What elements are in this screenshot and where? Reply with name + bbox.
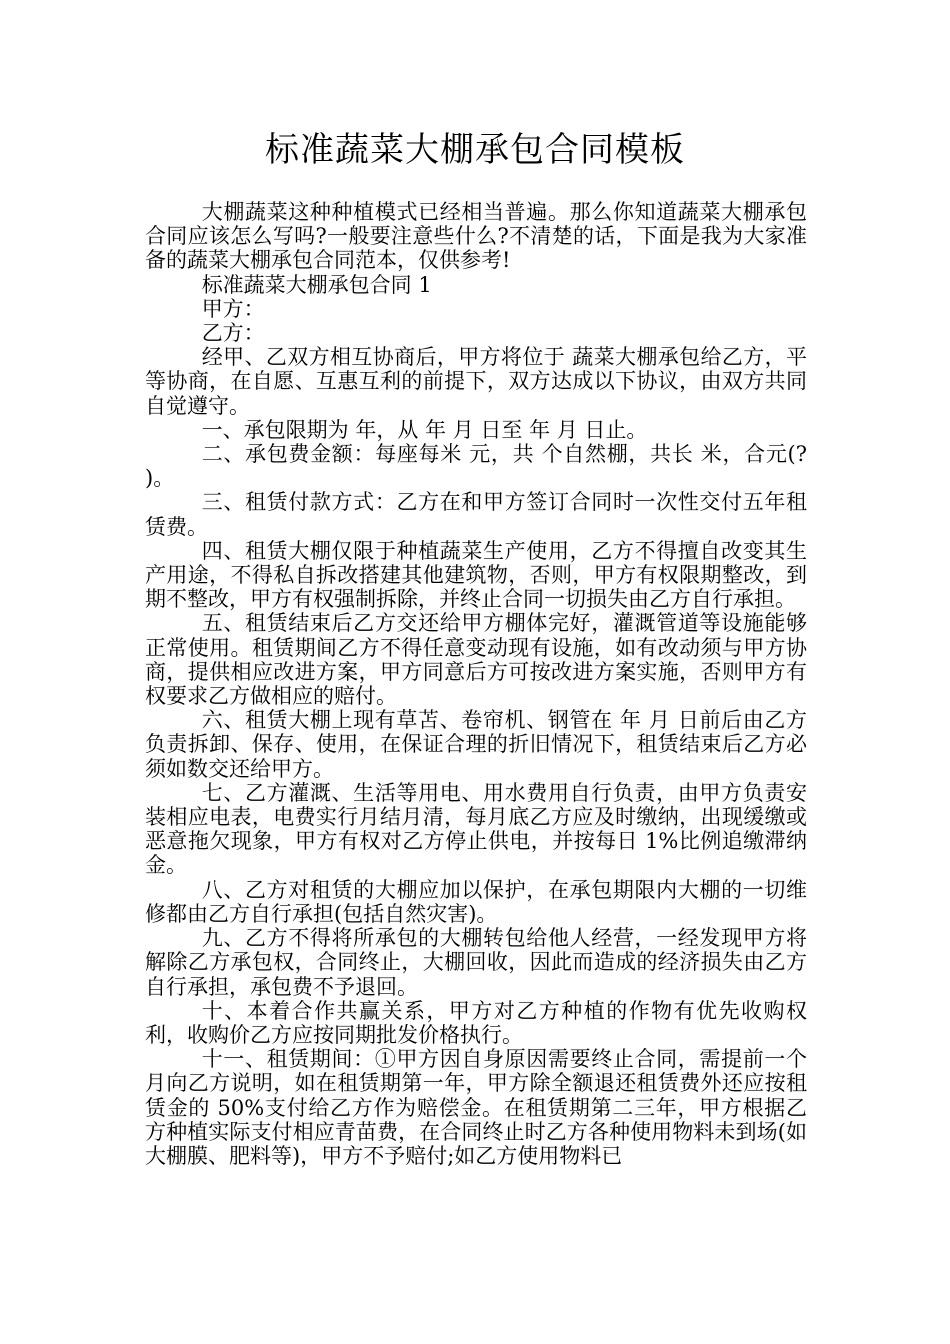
clause-4: 四、租赁大棚仅限于种植蔬菜生产使用，乙方不得擅自改变其生产用途，不得私自拆改搭建其他建筑物，否则，甲方有权限期整改，到期不整改，甲方有权强制拆除，并终止合同一切损失由乙方自行承担。 xyxy=(145,538,807,612)
party-a-line: 甲方： xyxy=(201,296,265,321)
party-b-line: 乙方： xyxy=(201,321,265,346)
clause-8: 八、乙方对租赁的大棚应加以保护，在承包期限内大棚的一切维修都由乙方自行承担(包括自然灾害)。 xyxy=(145,877,807,926)
clause-5: 五、租赁结束后乙方交还给甲方棚体完好，灌溉管道等设施能够正常使用。租赁期间乙方不得任意变动现有设施，如有改动须与甲方协商，提供相应改进方案，甲方同意后方可按改进方案实施，否则甲方有权要求乙方做相应的赔付。 xyxy=(145,611,807,709)
contract-heading: 标准蔬菜大棚承包合同 1 xyxy=(201,272,432,297)
clause-7: 七、乙方灌溉、生活等用电、用水费用自行负责，由甲方负责安装相应电表，电费实行月结月清，每月底乙方应及时缴纳，出现缓缴或恶意拖欠现象，甲方有权对乙方停止供电，并按每日 1%比例追缴滞纳金。 xyxy=(145,780,807,878)
document-body xyxy=(145,200,807,1168)
clause-9: 九、乙方不得将所承包的大棚转包给他人经营，一经发现甲方将解除乙方承包权，合同终止，大棚回收，因此而造成的经济损失由乙方自行承担，承包费不予退回。 xyxy=(145,926,807,999)
clause-3: 三、租赁付款方式：乙方在和甲方签订合同时一次性交付五年租赁费。 xyxy=(145,490,807,539)
clause-11: 十一、租赁期间：①甲方因自身原因需要终止合同，需提前一个月向乙方说明，如在租赁期第一年，甲方除全额退还租赁费外还应按租赁金的 50%支付给乙方作为赔偿金。在租赁期第二三年，甲方根据乙方种植实际支付相应青苗费，在合同终止时乙方各种使用物料未到场(如大棚膜、肥料等)，甲方不予赔付;如乙方使用物料已 xyxy=(145,1047,807,1168)
clause-1: 一、承包限期为 年，从 年 月 日至 年 月 日止。 xyxy=(201,417,648,442)
intro-paragraph: 大棚蔬菜这种种植模式已经相当普遍。那么你知道蔬菜大棚承包合同应该怎么写吗?一般要注意些什么?不清楚的话，下面是我为大家准备的蔬菜大棚承包合同范本，仅供参考! xyxy=(145,200,807,273)
clause-6: 六、租赁大棚上现有草苫、卷帘机、钢管在 年 月 日前后由乙方负责拆卸、保存、使用，在保证合理的折旧情况下，租赁结束后乙方必须如数交还给甲方。 xyxy=(145,708,807,781)
document-title: 标准蔬菜大棚承包合同模板 xyxy=(265,130,685,170)
preamble-paragraph: 经甲、乙双方相互协商后，甲方将位于 蔬菜大棚承包给乙方，平等协商，在自愿、互惠互利的前提下，双方达成以下协议，由双方共同自觉遵守。 xyxy=(145,345,807,418)
clause-10: 十、本着合作共赢关系，甲方对乙方种植的作物有优先收购权利，收购价乙方应按同期批发价格执行。 xyxy=(145,998,807,1047)
clause-2: 二、承包费金额：每座每米 元，共 个自然棚，共长 米，合元(? )。 xyxy=(145,442,807,491)
